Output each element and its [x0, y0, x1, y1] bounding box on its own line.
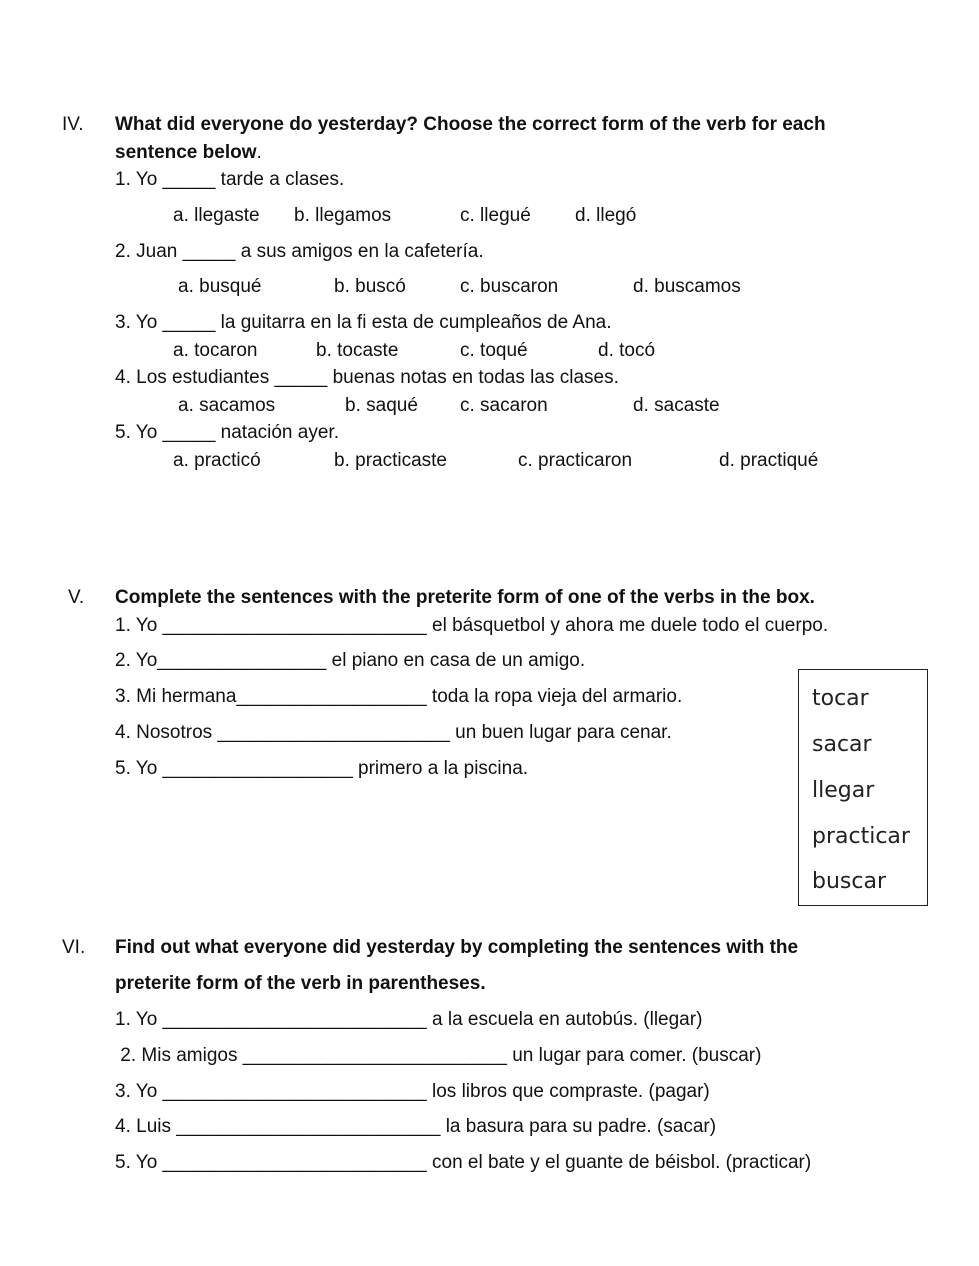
section-5-sentence-3: 3. Mi hermana__________________ toda la ropa vieja del armario. [115, 686, 683, 707]
option-2a: a. busqué [178, 276, 262, 297]
option-1b: b. llegamos [294, 205, 392, 226]
option-2c: c. buscaron [460, 276, 559, 297]
option-1a: a. llegaste [173, 205, 260, 226]
option-5a: a. practicó [173, 450, 261, 471]
option-1c: c. llegué [460, 205, 531, 226]
option-4d: d. sacaste [633, 395, 720, 416]
section-5-numeral: V. [68, 587, 85, 608]
section-5-sentence-5: 5. Yo __________________ primero a la piscina. [115, 758, 529, 779]
option-4c: c. sacaron [460, 395, 548, 416]
option-2d: d. buscamos [633, 276, 741, 297]
section-4-instruction-bold: sentence below [115, 142, 257, 163]
word-box-verb: buscar [812, 869, 886, 894]
section-6-instruction: Find out what everyone did yesterday by completing the sentences with the [115, 937, 799, 958]
section-6-sentence-4: 4. Luis _________________________ la basura para su padre. (sacar) [115, 1116, 717, 1137]
word-box-verb: llegar [812, 778, 875, 803]
option-5d: d. practiqué [719, 450, 819, 471]
option-1d: d. llegó [575, 205, 637, 226]
word-box-verb: sacar [812, 732, 872, 757]
section-4-numeral: IV. [62, 114, 84, 135]
section-5-instruction: Complete the sentences with the preterite form of one of the verbs in the box. [115, 587, 815, 608]
word-box-verb: practicar [812, 824, 910, 849]
section-6-numeral: VI. [62, 937, 86, 958]
question-2: 2. Juan _____ a sus amigos en la cafetería. [115, 241, 484, 262]
section-4-instruction-period: . [256, 142, 262, 163]
option-3b: b. tocaste [316, 340, 399, 361]
question-4: 4. Los estudiantes _____ buenas notas en todas las clases. [115, 367, 619, 388]
section-5-sentence-2: 2. Yo________________ el piano en casa de un amigo. [115, 650, 586, 671]
word-box-verb: tocar [812, 686, 869, 711]
section-6-sentence-3: 3. Yo _________________________ los libros que compraste. (pagar) [115, 1081, 710, 1102]
verb-word-box [798, 669, 928, 906]
option-4b: b. saqué [345, 395, 418, 416]
option-4a: a. sacamos [178, 395, 276, 416]
section-6-instruction-cont: preterite form of the verb in parentheses. [115, 973, 486, 994]
option-5c: c. practicaron [518, 450, 633, 471]
section-5-sentence-1: 1. Yo _________________________ el básquetbol y ahora me duele todo el cuerpo. [115, 615, 829, 636]
option-5b: b. practicaste [334, 450, 447, 471]
section-4-instruction: What did everyone do yesterday? Choose the correct form of the verb for each [115, 114, 826, 135]
section-6-sentence-5: 5. Yo _________________________ con el bate y el guante de béisbol. (practicar) [115, 1152, 812, 1173]
question-1: 1. Yo _____ tarde a clases. [115, 169, 345, 190]
section-4-instruction-cont [115, 142, 262, 165]
section-6-sentence-2: 2. Mis amigos _________________________ un lugar para comer. (buscar) [115, 1045, 762, 1066]
option-3c: c. toqué [460, 340, 528, 361]
section-6-sentence-1: 1. Yo _________________________ a la escuela en autobús. (llegar) [115, 1009, 703, 1030]
section-5-sentence-4: 4. Nosotros ______________________ un buen lugar para cenar. [115, 722, 672, 743]
option-3d: d. tocó [598, 340, 656, 361]
option-2b: b. buscó [334, 276, 406, 297]
question-5: 5. Yo _____ natación ayer. [115, 422, 339, 443]
option-3a: a. tocaron [173, 340, 258, 361]
question-3: 3. Yo _____ la guitarra en la fi esta de cumpleaños de Ana. [115, 312, 612, 333]
